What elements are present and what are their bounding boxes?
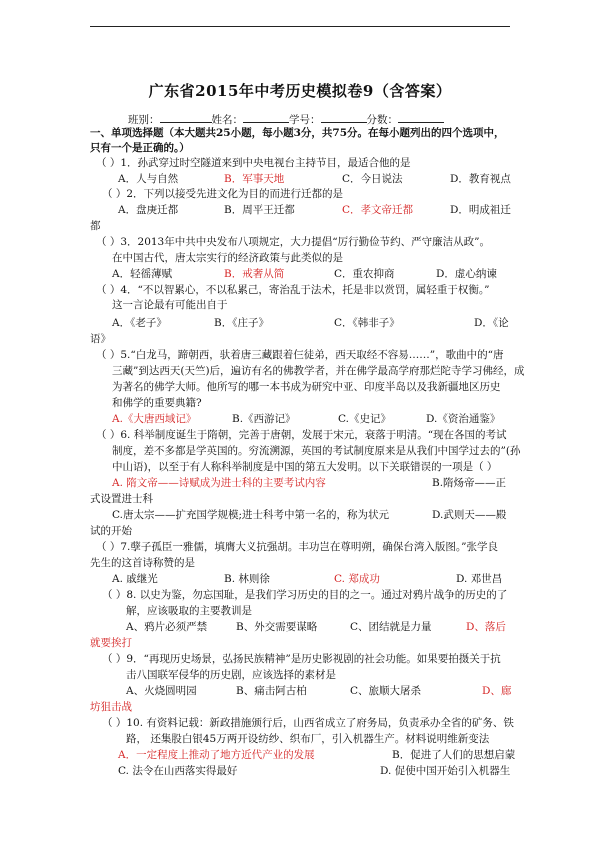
q5-stem-line2: 三藏”到达西天(天竺)后，遍访有名的佛教学者，并在佛学最高学府那烂陀寺学习佛经，成 xyxy=(112,365,525,377)
q7-stem-line1: （ ）7.孽子孤臣一雅儒，填膺大义抗强胡。丰功岂在尊明朔，确保台湾入版图。”张学良 xyxy=(96,541,498,553)
q5-stem-line3: 为著名的佛学大师。他所写的哪一本书成为研究中亚、印度半岛以及我新疆地区历史 xyxy=(112,381,501,393)
section-heading-line2: 只有一个是正确的。） xyxy=(90,142,190,154)
q9-option-d-tail: 坊狙击战 xyxy=(90,701,132,713)
number-field[interactable] xyxy=(321,112,367,123)
q3-option-a[interactable]: A．轻徭薄赋 xyxy=(112,268,173,280)
q2-option-a[interactable]: A．盘庚迁都 xyxy=(118,204,179,216)
section-heading-line1: 一、单项选择题（本大题共25小题，每小题3分，共75分。在每小题列出的四个选项中， xyxy=(90,127,505,139)
q8-stem-line1: （ ）8. 以史为鉴，勿忘国耻，是我们学习历史的目的之一。通过对鸦片战争的历史的了 xyxy=(102,589,508,601)
q3-stem-line2: 在中国古代，唐太宗实行的经济政策与此类似的是 xyxy=(112,252,343,264)
q10-option-c[interactable]: C. 法令在山西落实得最好 xyxy=(118,765,238,777)
q5-stem-line1: （ ）5.“白龙马，蹄朝西，驮着唐三藏跟着仨徒弟，西天取经不容易……”，歌曲中的“唐 xyxy=(96,349,504,361)
page-title: 广东省2015年中考历史模拟卷9（含答案） xyxy=(148,82,452,100)
q6-stem-line3: 中山语)，以至于有人称科举制度是中国的第五大发明。以下关联错误的一项是（ ） xyxy=(112,461,498,473)
number-label: 学号： xyxy=(289,114,321,126)
q9-option-b[interactable]: B、痛击阿古柏 xyxy=(236,685,307,697)
q3-stem-line1: （ ）3．2013年中共中央发布八项规定，大力提倡“厉行勤俭节约、严守廉洁从政”。 xyxy=(96,236,490,248)
q4-option-b[interactable]: B．《庄子》 xyxy=(214,317,269,329)
q5-option-c[interactable]: C.《史记》 xyxy=(338,413,391,425)
q8-option-a[interactable]: A、鸦片必须严禁 xyxy=(126,621,208,633)
q10-option-b[interactable]: B．促进了人们的思想启蒙 xyxy=(392,749,516,761)
q6-option-d-tail: 试的开始 xyxy=(90,525,132,537)
q9-option-d[interactable]: D、廊 xyxy=(482,685,512,697)
q1-option-a[interactable]: A．人与自然 xyxy=(118,173,179,185)
q6-stem-line1: （ ）6. 科举制度诞生于隋朝，完善于唐朝，发展于宋元，衰落于明清。“现在各国的考试 xyxy=(96,429,507,441)
q9-stem-line1: （ ）9．“再现历史场景，弘扬民族精神”是历史影视剧的社会功能。如果要拍摄关于抗 xyxy=(102,653,501,665)
q9-option-a[interactable]: A、火烧圆明园 xyxy=(126,685,197,697)
q5-option-a[interactable]: A.《大唐西域记》 xyxy=(112,413,197,425)
q4-option-c[interactable]: C．《韩非子》 xyxy=(334,317,400,329)
q1-stem: （ ）1．孙武穿过时空隧道来到中央电视台主持节目，最适合他的是 xyxy=(96,157,411,169)
q7-option-a[interactable]: A. 戚继光 xyxy=(112,573,158,585)
score-label: 分数： xyxy=(366,114,398,126)
top-rule xyxy=(90,26,510,27)
class-label: 班别： xyxy=(128,114,160,126)
q7-option-c[interactable]: C. 郑成功 xyxy=(334,573,380,585)
q7-option-d[interactable]: D. 邓世昌 xyxy=(456,573,503,585)
q6-stem-line2: 制度，差不多都是学英国的。穷流溯源，英国的考试制度原来是从我们中国学过去的”(孙 xyxy=(112,445,521,457)
q4-stem-line2: 这一言论最有可能出自于 xyxy=(112,299,228,311)
name-field[interactable] xyxy=(243,112,289,123)
q10-option-d[interactable]: D. 促使中国开始引入机器生 xyxy=(380,765,511,777)
score-field[interactable] xyxy=(398,112,444,123)
q4-option-d-tail: 语》 xyxy=(90,333,111,345)
q8-option-d[interactable]: D、落后 xyxy=(466,621,506,633)
class-field[interactable] xyxy=(160,112,212,123)
q10-stem-line2: 路， 还集股白银45万两开设纺纱、织布厂，引入机器生产。材料说明维新变法 xyxy=(126,733,490,745)
q6-option-c[interactable]: C.唐太宗——扩充国学规模;进士科考中第一名的，称为状元 xyxy=(112,509,390,521)
info-line xyxy=(128,112,444,127)
q4-option-d[interactable]: D．《论 xyxy=(474,317,509,329)
q8-option-d-tail: 就要挨打 xyxy=(90,637,132,649)
q6-option-d[interactable]: D.武则天——殿 xyxy=(432,509,507,521)
q3-option-d[interactable]: D．虚心纳谏 xyxy=(436,268,497,280)
q2-option-d-tail: 都 xyxy=(90,220,101,232)
q5-option-d[interactable]: D.《资治通鉴》 xyxy=(426,413,501,425)
q4-stem-line1: （ ）4．“不以智累心，不以私累己，寄治乱于法术，托是非以赏罚，属轻重于权衡。” xyxy=(96,284,490,296)
q5-option-b[interactable]: B.《西游记》 xyxy=(232,413,296,425)
q1-option-c[interactable]: C．今日说法 xyxy=(342,173,403,185)
q1-option-b[interactable]: B．军事天地 xyxy=(224,173,285,185)
q9-option-c[interactable]: C、旅顺大屠杀 xyxy=(350,685,422,697)
q6-option-b-tail: 式设置进士科 xyxy=(90,493,153,505)
q8-option-c[interactable]: C、团结就是力量 xyxy=(350,621,432,633)
q2-stem: （ ）2．下列以接受先进文化为目的而进行迁都的是 xyxy=(102,188,344,200)
q4-option-a[interactable]: A．《老子》 xyxy=(112,317,167,329)
name-label: 姓名： xyxy=(211,114,243,126)
q2-option-d[interactable]: D．明成祖迁 xyxy=(450,204,511,216)
q8-option-b[interactable]: B、外交需要谋略 xyxy=(236,621,318,633)
q8-stem-line2: 解，应该吸取的主要教训是 xyxy=(126,605,252,617)
q2-option-b[interactable]: B．周平王迁都 xyxy=(224,204,295,216)
q1-option-d[interactable]: D．教育视点 xyxy=(450,173,511,185)
q7-option-b[interactable]: B. 林则徐 xyxy=(224,573,270,585)
q7-stem-line2: 先生的这首诗称赞的是 xyxy=(90,557,195,569)
q5-stem-line4: 和佛学的重要典籍? xyxy=(112,397,202,409)
q2-option-c[interactable]: C．孝文帝迁都 xyxy=(342,204,414,216)
q6-option-b[interactable]: B.隋炀帝——正 xyxy=(432,477,507,489)
q3-option-b[interactable]: B．戒奢从简 xyxy=(224,268,285,280)
q10-stem-line1: （ ）10. 有资料记载：新政措施颁行后，山西省成立了府务局，负责承办全省的矿务、铁 xyxy=(102,717,514,729)
q6-option-a[interactable]: A. 隋文帝——诗赋成为进士科的主要考试内容 xyxy=(112,477,326,489)
q3-option-c[interactable]: C．重农抑商 xyxy=(334,268,395,280)
q10-option-a[interactable]: A．一定程度上推动了地方近代产业的发展 xyxy=(118,749,315,761)
q9-stem-line2: 击八国联军侵华的历史剧，应该选择的素材是 xyxy=(126,669,336,681)
